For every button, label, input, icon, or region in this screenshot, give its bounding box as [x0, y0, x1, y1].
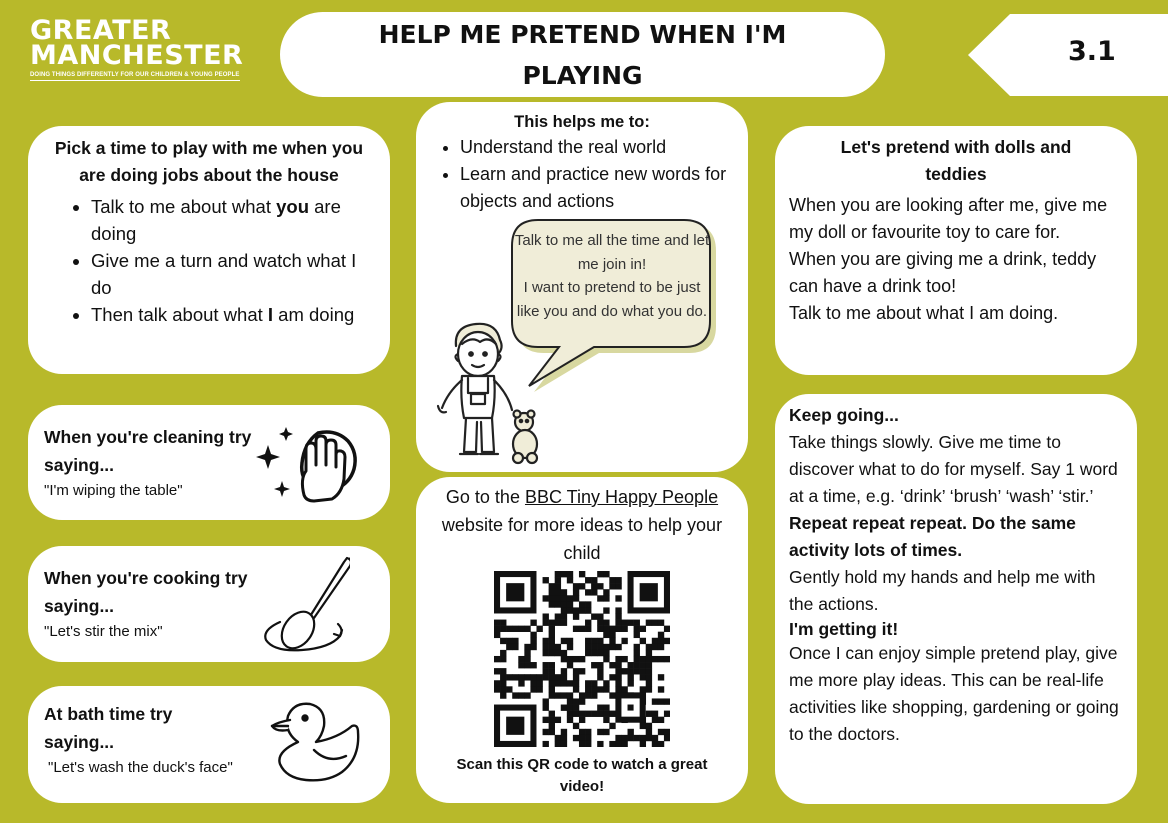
text-bold: I: [267, 304, 274, 325]
greater-manchester-logo: [30, 15, 244, 81]
cooking-card: [28, 546, 390, 662]
text: Then talk about what: [91, 304, 268, 325]
text-bold: you: [276, 196, 309, 217]
spoon-stirring-icon: [260, 554, 350, 654]
cleaning-phrase: "I'm wiping the table": [44, 482, 183, 499]
logo-line-2: MANCHESTER: [30, 40, 244, 71]
keep-going-heading: Keep going...: [789, 405, 899, 425]
dolls-heading: Let's pretend with dolls and teddies: [840, 137, 1072, 184]
getting-it-heading: I'm getting it!: [789, 619, 899, 639]
dolls-teddies-card: [775, 126, 1137, 375]
text: Go to the: [445, 487, 525, 507]
repeat-heading: Repeat repeat repeat. Do the same activity lots of times.: [789, 513, 1076, 560]
cooking-heading: When you're cooking try saying...: [44, 568, 248, 616]
page-title: HELP ME PRETEND WHEN I'M PLAYING: [378, 19, 787, 90]
bbc-tiny-happy-people-link[interactable]: BBC Tiny Happy People: [524, 487, 719, 507]
text: am doing: [273, 304, 355, 325]
keep-going-paragraph-2: Gently hold my hands and help me with the actions.: [789, 567, 1096, 614]
bubble-line-1: Talk to me all the time and let me join in!: [514, 232, 710, 273]
list-item: [91, 301, 376, 328]
keep-going-paragraph-3: Once I can enjoy simple pretend play, give me more play ideas. This can be real-life activities like shopping, gardening or going to the doctors.: [789, 643, 1119, 744]
logo-tagline: DOING THINGS DIFFERENTLY FOR OUR CHILDREN & YOUNG PEOPLE: [30, 72, 240, 81]
rubber-duck-icon: [268, 700, 368, 790]
helps-heading: This helps me to:: [514, 113, 650, 131]
wiping-hand-icon: [256, 423, 366, 505]
cleaning-heading: When you're cleaning try saying...: [44, 427, 252, 475]
list-item: • Learn and practice new words for objects and actions: [460, 161, 738, 215]
bbc-text: [422, 483, 742, 567]
page-title-box: [280, 12, 885, 97]
pick-time-list: [42, 193, 376, 328]
bath-phrase: "Let's wash the duck's face": [48, 759, 233, 776]
text: are doing: [91, 196, 341, 244]
keep-going-card: [775, 394, 1137, 804]
child-with-teddy-icon: [426, 318, 546, 468]
dolls-paragraph-2: When you are giving me a drink, teddy can have a drink too!: [789, 249, 1097, 296]
pick-time-heading: Pick a time to play with me when you are doing jobs about the house: [54, 138, 364, 185]
list-item: • Give me a turn and watch what I do: [91, 247, 376, 301]
dolls-text: [789, 192, 1123, 327]
list-item: [91, 193, 376, 247]
list-item: • Understand the real world: [460, 134, 738, 161]
page-number: 3.1: [1068, 36, 1116, 67]
dolls-paragraph-1: When you are looking after me, give me my doll or favourite toy to care for.: [789, 195, 1108, 242]
helps-list: [426, 134, 738, 215]
bath-heading: At bath time try saying...: [44, 704, 173, 752]
pick-time-card: [28, 126, 390, 374]
bath-time-card: [28, 686, 390, 803]
logo-line-1: GREATER: [30, 15, 172, 46]
scan-qr-text: Scan this QR code to watch a great video!: [456, 756, 708, 795]
cooking-phrase: "Let's stir the mix": [44, 623, 163, 640]
text: website for more ideas to help your child: [441, 515, 723, 563]
page-number-tab: [968, 14, 1168, 96]
speech-bubble-text: [512, 229, 712, 323]
qr-code[interactable]: [494, 571, 670, 747]
keep-going-text: [789, 402, 1123, 748]
text: Talk to me about what: [91, 196, 277, 217]
cleaning-card: [28, 405, 390, 520]
dolls-paragraph-3: Talk to me about what I am doing.: [789, 303, 1059, 323]
helps-me-card: [416, 102, 748, 472]
bbc-card: [416, 477, 748, 803]
bubble-line-2: I want to pretend to be just like you and do what you do.: [516, 279, 708, 320]
keep-going-paragraph-1: Take things slowly. Give me time to discover what to do for myself. Say 1 word at a time, e.g. ‘drink’ ‘brush’ ‘wash’ ‘stir.’: [789, 432, 1118, 506]
